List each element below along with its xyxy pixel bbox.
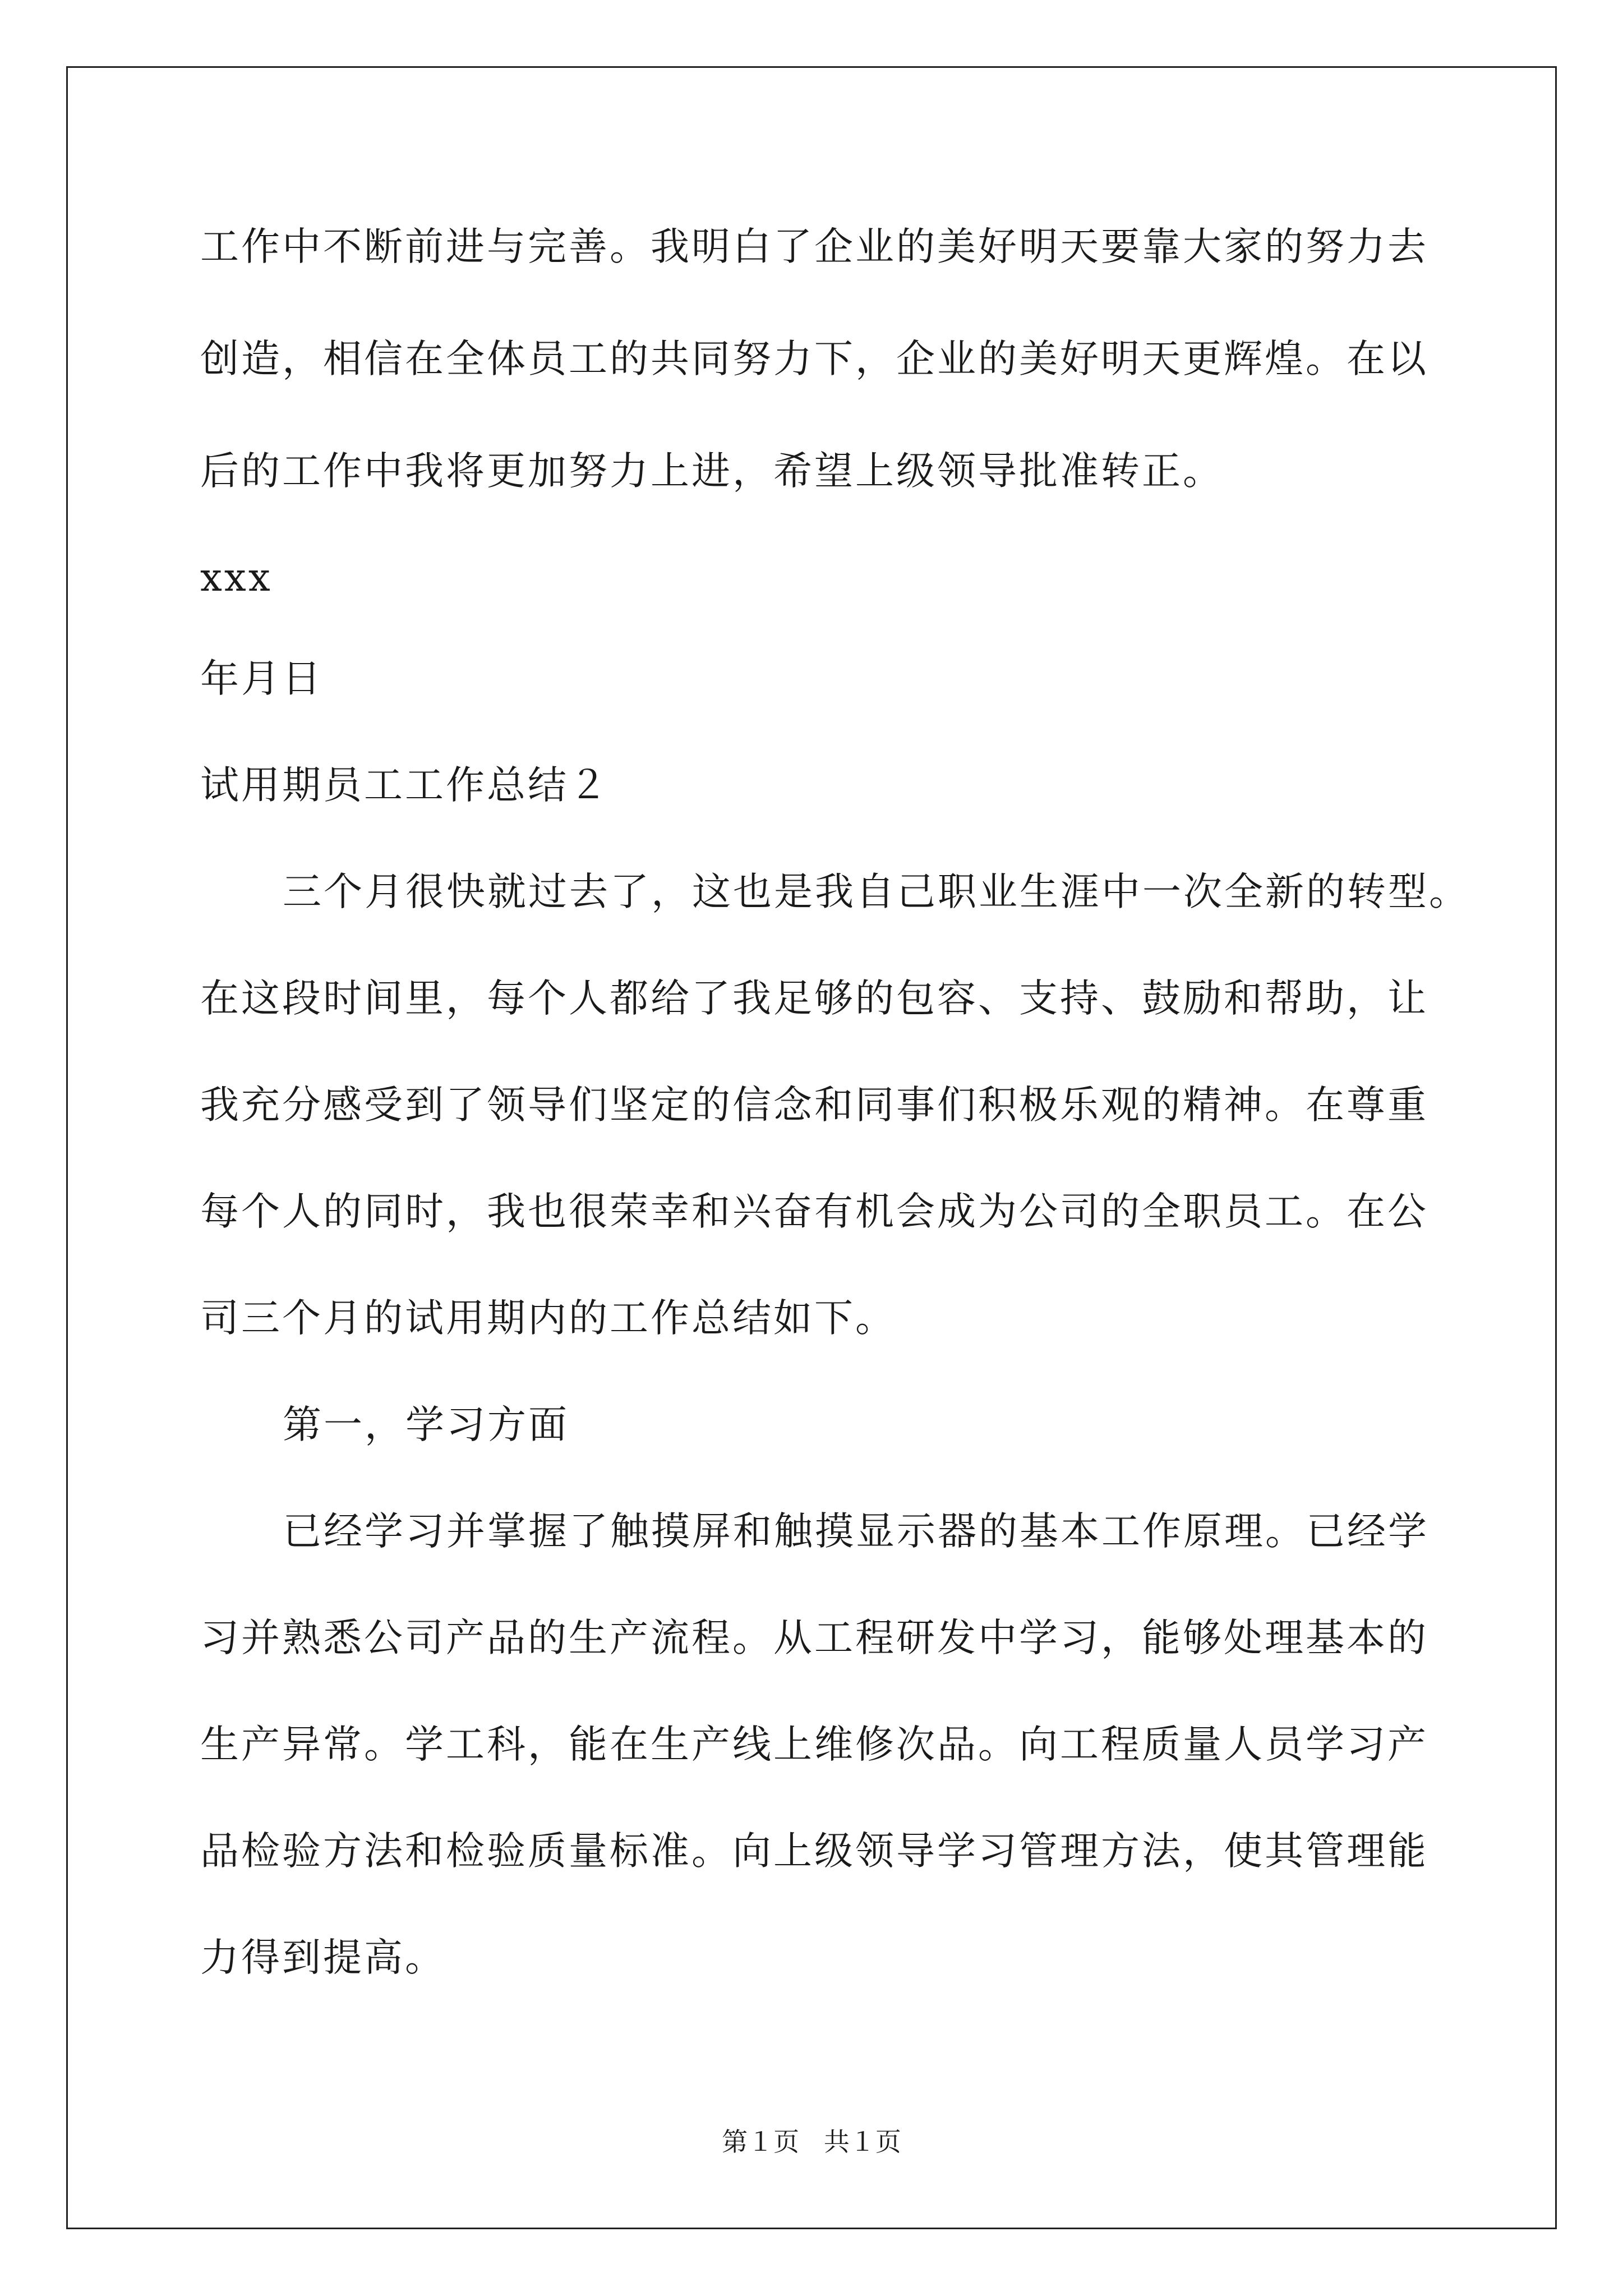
section-title: 试用期员工工作总结２ xyxy=(200,763,610,808)
paragraph-line: 习并熟悉公司产品的生产流程。从工程研发中学习，能够处理基本的 xyxy=(200,1616,1428,1660)
paragraph-line: 在这段时间里，每个人都给了我足够的包容、支持、鼓励和帮助，让 xyxy=(200,976,1428,1021)
paragraph-line: 我充分感受到了领导们坚定的信念和同事们积极乐观的精神。在尊重 xyxy=(200,1083,1428,1128)
paragraph-line: 工作中不断前进与完善。我明白了企业的美好明天要靠大家的努力去 xyxy=(200,224,1428,269)
paragraph-line: 司三个月的试用期内的工作总结如下。 xyxy=(200,1296,896,1341)
paragraph-line: 已经学习并掌握了触摸屏和触摸显示器的基本工作原理。已经学 xyxy=(283,1509,1429,1554)
paragraph-line: 每个人的同时，我也很荣幸和兴奋有机会成为公司的全职员工。在公 xyxy=(200,1189,1428,1234)
paragraph-line: 三个月很快就过去了，这也是我自己职业生涯中一次全新的转型。 xyxy=(283,869,1470,914)
subsection-heading: 第一，学习方面 xyxy=(283,1402,569,1447)
signature-date: 年月日 xyxy=(200,656,323,701)
paragraph-line: 生产异常。学工科，能在生产线上维修次品。向工程质量人员学习产 xyxy=(200,1722,1428,1767)
page-number-footer: 第１页 共１页 xyxy=(722,2127,901,2157)
signature-name: xxx xyxy=(200,555,273,600)
paragraph-line: 品检验方法和检验质量标准。向上级领导学习管理方法，使其管理能 xyxy=(200,1829,1428,1874)
paragraph-line: 创造，相信在全体员工的共同努力下，企业的美好明天更辉煌。在以 xyxy=(200,337,1428,381)
paragraph-line: 力得到提高。 xyxy=(200,1935,446,1980)
page-frame xyxy=(66,66,1557,2229)
paragraph-line: 后的工作中我将更加努力上进，希望上级领导批准转正。 xyxy=(200,449,1224,494)
